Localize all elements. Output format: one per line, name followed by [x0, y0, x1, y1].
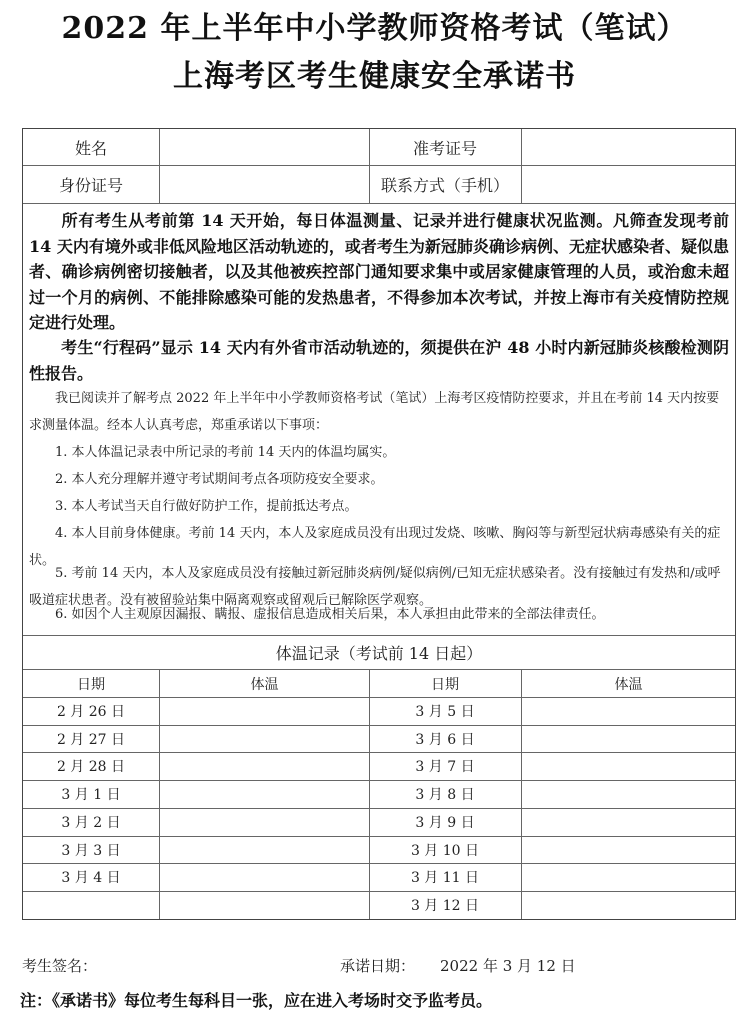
temp-entry[interactable]: [522, 808, 735, 836]
header-temp-right: 体温: [614, 676, 643, 693]
pledge-item-1: 1. 本人体温记录表中所记录的考前 14 天内的体温均属实。: [55, 445, 396, 460]
temp-entry[interactable]: [522, 697, 735, 725]
id-card-field[interactable]: [160, 166, 369, 203]
signature-field[interactable]: [100, 950, 320, 974]
temp-entry[interactable]: [522, 752, 735, 780]
date-cell: 3 月 6 日: [415, 731, 475, 748]
temp-entry[interactable]: [160, 697, 369, 725]
header-date-right: 日期: [431, 676, 459, 693]
header-date-left: 日期: [77, 676, 105, 693]
temp-table-title: 体温记录（考试前 14 日起）: [275, 643, 483, 663]
date-cell: 3 月 7 日: [415, 759, 475, 775]
date-cell: 3 月 3 日: [61, 842, 121, 859]
notice-paragraph-1: 所有考生从考前第 14 天开始，每日体温测量、记录并进行健康状况监测。凡筛查发现考前 14 天内有境外或非低风险地区活动轨迹的，或者考生为新冠肺炎确诊病例、无症状感染者、疑似患者、确诊病例密切接触者，以及其他被疾控部门通知要求集中或居家健康管理的人员，或治愈未超过一个月的病例、不能排除感染可能的发热患者，不得参加本次考试，并按上海市有关疫情防控规定进行处理。: [29, 211, 729, 332]
date-cell: 3 月 11 日: [410, 870, 480, 886]
date-cell: 3 月 5 日: [415, 704, 475, 720]
document-title-line2: 上海考区考生健康安全承诺书: [173, 59, 576, 94]
temp-entry[interactable]: [160, 752, 369, 780]
signature-label: 考生签名：: [22, 957, 98, 975]
document-title-line1: 2022 年上半年中小学教师资格考试（笔试）: [61, 11, 688, 46]
pledge-item-4: 4. 本人目前身体健康。考前 14 天内，本人及家庭成员没有出现过发烧、咳嗽、胸闷等与新型冠状病毒感染有关的症状。: [29, 526, 721, 568]
date-cell: 3 月 1 日: [61, 787, 121, 803]
id-card-label: 身份证号: [58, 176, 123, 195]
pledge-item-2: 2. 本人充分理解并遵守考试期间考点各项防疫安全要求。: [55, 472, 384, 487]
divider: [23, 203, 735, 204]
pledge-intro: 我已阅读并了解考点 2022 年上半年中小学教师资格考试（笔试）上海考区疫情防控要求，并且在考前 14 天内按要求测量体温。经本人认真考虑，郑重承诺以下事项：: [29, 391, 720, 433]
temp-entry[interactable]: [160, 891, 369, 919]
contact-field[interactable]: [522, 166, 735, 203]
exam-id-field[interactable]: [522, 129, 735, 165]
pledge-item-5: 5. 考前 14 天内，本人及家庭成员没有接触过新冠肺炎病例/疑似病例/已知无症状感染者。没有接触过有发热和/或呼吸道症状患者。没有被留验站集中隔离观察或留观后已解除医学观察。: [29, 566, 721, 608]
date-cell: 3 月 12 日: [410, 898, 480, 914]
date-cell: 2 月 27 日: [56, 731, 126, 748]
date-cell: 3 月 9 日: [415, 815, 475, 831]
date-cell: [23, 891, 159, 919]
temp-entry[interactable]: [522, 836, 735, 863]
temp-entry[interactable]: [160, 808, 369, 836]
pledge-item-6: 6. 如因个人主观原因漏报、瞒报、虚报信息造成相关后果，本人承担由此带来的全部法律责任。: [55, 607, 605, 622]
temp-entry[interactable]: [522, 863, 735, 891]
notice-paragraph-2: 考生“行程码”显示 14 天内有外省市活动轨迹的，须提供在沪 48 小时内新冠肺炎核酸检测阴性报告。: [29, 338, 729, 383]
pledge-item-3: 3. 本人考试当天自行做好防护工作，提前抵达考点。: [55, 499, 358, 514]
name-label: 姓名: [74, 138, 107, 158]
date-cell: 3 月 2 日: [61, 815, 121, 831]
footnote: 注：《承诺书》每位考生每科目一张，应在进入考场时交予监考员。: [20, 991, 493, 1010]
exam-id-label: 准考证号: [412, 138, 477, 158]
temp-entry[interactable]: [522, 891, 735, 919]
contact-label: 联系方式（手机）: [380, 176, 509, 195]
date-cell: 3 月 8 日: [415, 787, 475, 803]
date-cell: 3 月 4 日: [61, 870, 121, 886]
pledge-date-label: 承诺日期：: [340, 957, 416, 975]
temp-entry[interactable]: [160, 863, 369, 891]
name-field[interactable]: [160, 129, 369, 165]
pledge-form: [22, 128, 736, 920]
temp-entry[interactable]: [522, 780, 735, 808]
temp-entry[interactable]: [160, 725, 369, 752]
date-cell: 2 月 28 日: [56, 759, 126, 775]
date-cell: 3 月 10 日: [410, 842, 480, 859]
pledge-date-value: 2022 年 3 月 12 日: [440, 957, 576, 975]
date-cell: 2 月 26 日: [56, 704, 126, 720]
temp-entry[interactable]: [160, 836, 369, 863]
temp-entry[interactable]: [160, 780, 369, 808]
temp-entry[interactable]: [522, 725, 735, 752]
header-temp-left: 体温: [250, 676, 279, 693]
